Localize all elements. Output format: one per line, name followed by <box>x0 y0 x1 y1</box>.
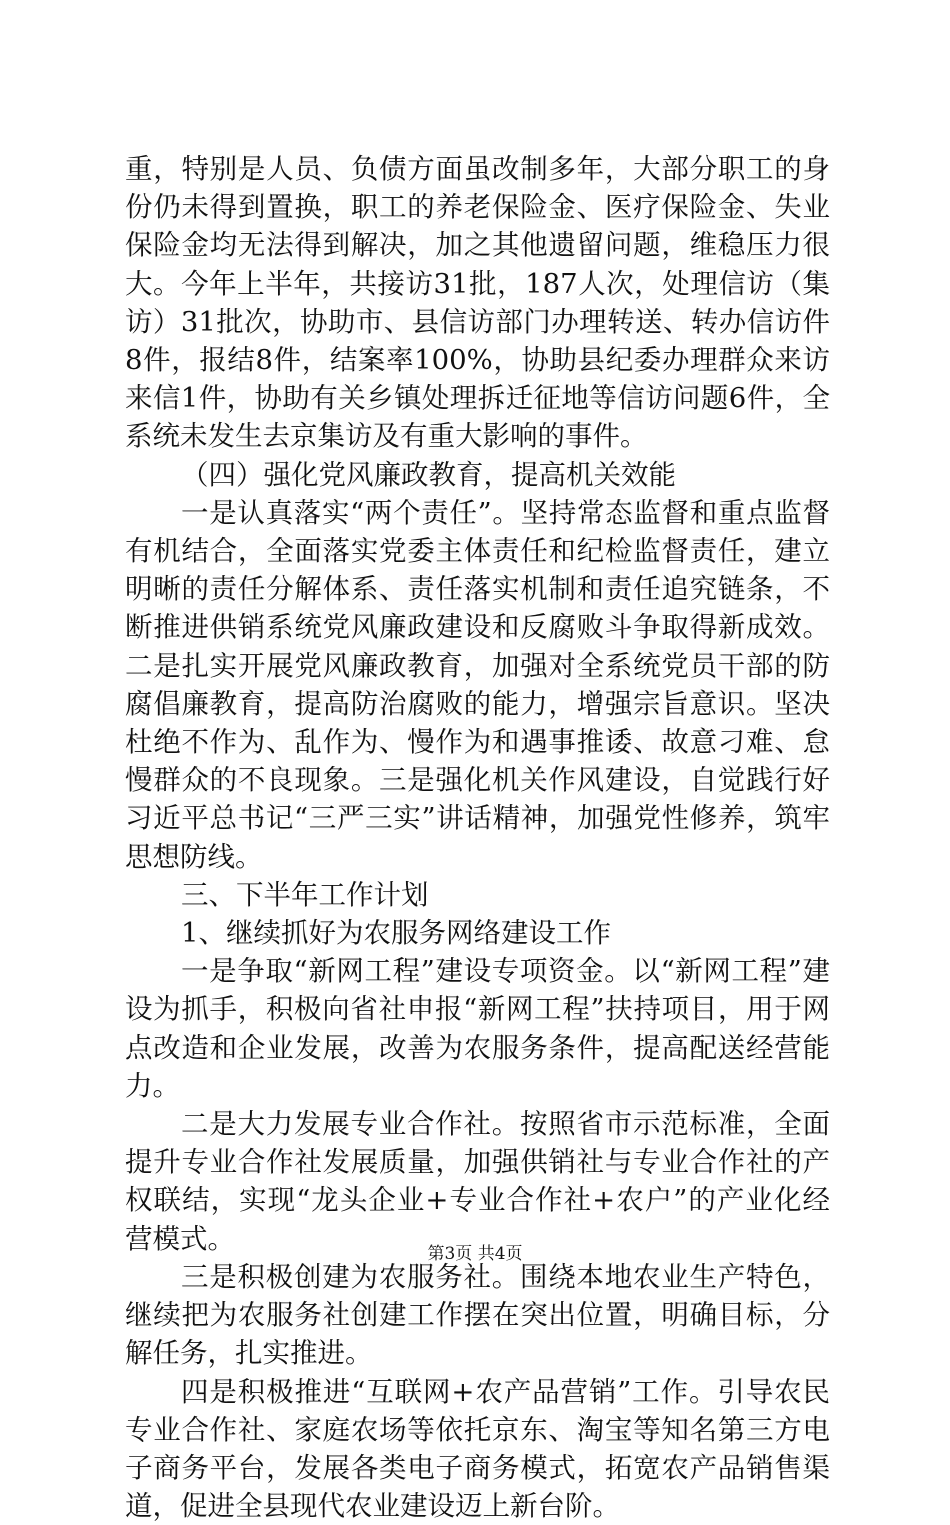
paragraph-party-conduct: 一是认真落实“两个责任”。坚持常态监督和重点监督有机结合，全面落实党委主体责任和纪检监督责任，建立明晰的责任分解体系、责任落实机制和责任追究链条，不断推进供销系统党风廉政建设和反腐败斗争取得新成效。二是扎实开展党风廉政教育，加强对全系统党员干部的防腐倡廉教育，提高防治腐败的能力，增强宗旨意识。坚决杜绝不作为、乱作为、慢作为和遇事推诿、故意刁难、怠慢群众的不良现象。三是强化机关作风建设，自觉践行好习近平总书记“三严三实”讲话精神，加强党性修养，筑牢思想防线。 <box>125 494 830 876</box>
document-body <box>125 150 830 1525</box>
subsection-heading-1: 1、继续抓好为农服务网络建设工作 <box>125 914 830 952</box>
section-heading-4: （四）强化党风廉政教育，提高机关效能 <box>125 456 830 494</box>
paragraph-continuation: 重，特别是人员、负债方面虽改制多年，大部分职工的身份仍未得到置换，职工的养老保险金、医疗保险金、失业保险金均无法得到解决，加之其他遗留问题，维稳压力很大。今年上半年，共接访31批，187人次，处理信访（集访）31批次，协助市、县信访部门办理转送、转办信访件8件，报结8件，结案率100%，协助县纪委办理群众来访来信1件，协助有关乡镇处理拆迁征地等信访问题6件，全系统未发生去京集访及有重大影响的事件。 <box>125 150 830 456</box>
paragraph-plan-2: 二是大力发展专业合作社。按照省市示范标准，全面提升专业合作社发展质量，加强供销社与专业合作社的产权联结，实现“龙头企业+专业合作社+农户”的产业化经营模式。 <box>125 1105 830 1258</box>
paragraph-plan-1: 一是争取“新网工程”建设专项资金。以“新网工程”建设为抓手，积极向省社申报“新网工程”扶持项目，用于网点改造和企业发展，改善为农服务条件，提高配送经营能力。 <box>125 952 830 1105</box>
paragraph-plan-3: 三是积极创建为农服务社。围绕本地农业生产特色，继续把为农服务社创建工作摆在突出位置，明确目标，分解任务，扎实推进。 <box>125 1258 830 1373</box>
page-number-footer: 第3页 共4页 <box>0 1243 950 1265</box>
paragraph-plan-4: 四是积极推进“互联网+农产品营销”工作。引导农民专业合作社、家庭农场等依托京东、淘宝等知名第三方电子商务平台，发展各类电子商务模式，拓宽农产品销售渠道，促进全县现代农业建设迈上新台阶。 <box>125 1373 830 1525</box>
section-heading-plan: 三、下半年工作计划 <box>125 876 830 914</box>
